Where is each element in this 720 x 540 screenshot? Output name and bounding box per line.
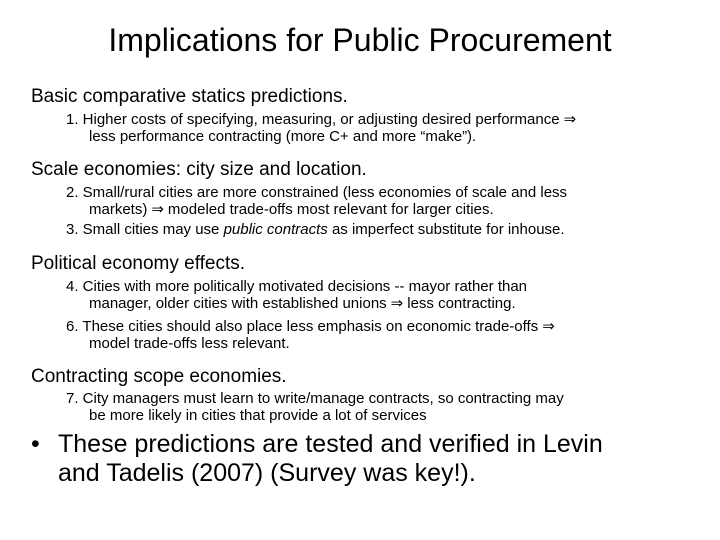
item-3-suffix: as imperfect substitute for inhouse.	[327, 221, 565, 238]
bullet-line-2: and Tadelis (2007) (Survey was key!).	[58, 459, 476, 487]
item-4-text-a: manager, older cities with established unions	[89, 295, 387, 312]
heading-basic-statics: Basic comparative statics predictions.	[31, 86, 348, 107]
item-2-line-2	[89, 201, 494, 218]
item-7-line-1: 7. City managers must learn to write/manage contracts, so contracting may	[66, 390, 564, 407]
item-7-line-2: be more likely in cities that provide a lot of services	[89, 407, 427, 424]
implies-arrow-icon: ⇒	[151, 200, 164, 218]
item-6-text: 6. These cities should also place less emphasis on economic trade-offs	[66, 318, 539, 335]
item-2-line-1: 2. Small/rural cities are more constrained (less economies of scale and less	[66, 184, 568, 201]
heading-scale-economies: Scale economies: city size and location.	[31, 159, 367, 180]
item-4-line-1: 4. Cities with more politically motivated decisions -- mayor rather than	[66, 278, 528, 295]
item-4-text-b: less contracting.	[407, 295, 516, 312]
item-1-line-2: less performance contracting (more C+ and more “make”).	[89, 128, 477, 145]
item-3	[66, 221, 565, 238]
implies-arrow-icon: ⇒	[563, 110, 577, 128]
implies-arrow-icon: ⇒	[542, 317, 555, 335]
item-6-line-1	[66, 318, 559, 335]
item-1-line-1	[66, 111, 580, 128]
heading-political-economy: Political economy effects.	[31, 253, 246, 274]
item-2-text-a: markets)	[89, 201, 148, 218]
item-2-text-b: modeled trade-offs most relevant for larger cities.	[167, 201, 494, 218]
bullet-icon: •	[31, 430, 40, 458]
implies-arrow-icon: ⇒	[390, 294, 404, 312]
item-3-prefix: 3. Small cities may use	[66, 221, 224, 238]
heading-scope-economies: Contracting scope economies.	[31, 366, 287, 387]
bullet-line-1: These predictions are tested and verified in Levin	[58, 430, 603, 458]
item-6-line-2: model trade-offs less relevant.	[89, 335, 290, 352]
item-3-emphasis: public contracts	[223, 221, 328, 238]
item-1-text: 1. Higher costs of specifying, measuring, or adjusting desired performance	[66, 111, 560, 128]
item-4-line-2	[89, 295, 516, 312]
slide-title: Implications for Public Procurement	[108, 22, 612, 58]
